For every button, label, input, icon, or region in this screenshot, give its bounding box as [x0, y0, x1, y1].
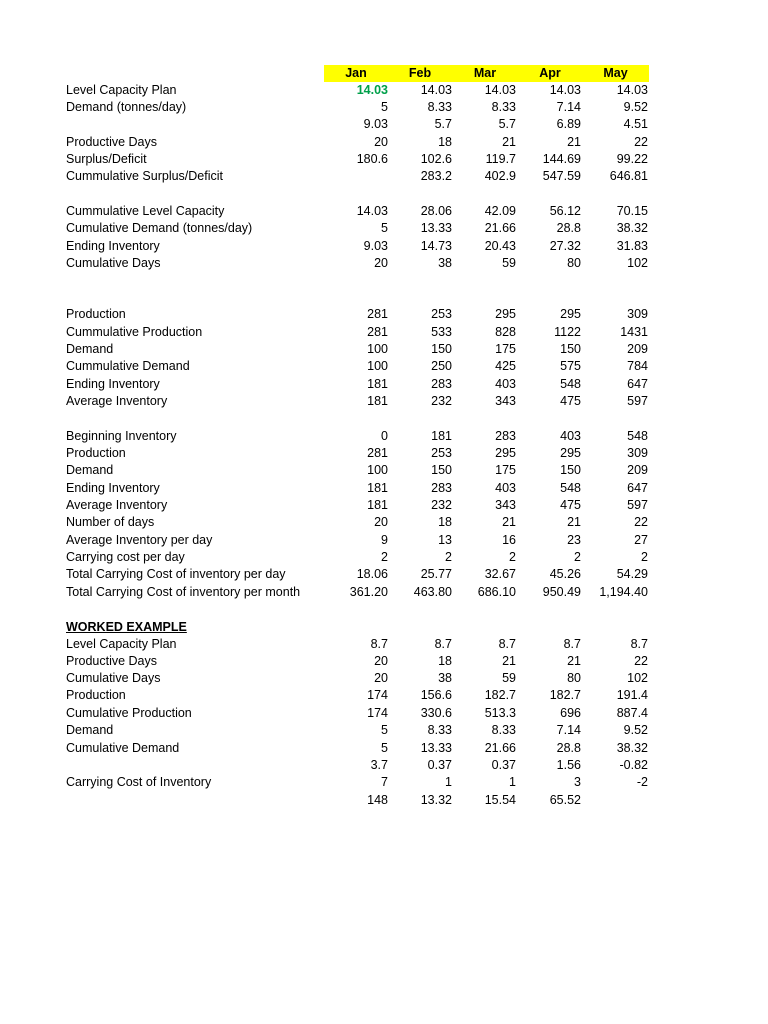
- cell[interactable]: 102: [627, 256, 648, 270]
- cell[interactable]: 175: [495, 463, 516, 477]
- cell[interactable]: 575: [560, 359, 581, 373]
- table-row: [0, 168, 768, 185]
- cell[interactable]: 13.33: [420, 221, 452, 235]
- table-row: [0, 82, 768, 99]
- cell[interactable]: 4.51: [623, 117, 648, 131]
- cell[interactable]: 425: [495, 359, 516, 373]
- cell[interactable]: 14.03: [420, 83, 452, 97]
- cell[interactable]: 309: [627, 446, 648, 460]
- table-row: [0, 116, 768, 133]
- row-label[interactable]: Beginning Inventory: [66, 429, 177, 443]
- cell[interactable]: 295: [495, 307, 516, 321]
- row-label[interactable]: Demand: [66, 463, 114, 477]
- cell[interactable]: 283.2: [420, 169, 452, 183]
- table-row: [0, 584, 768, 601]
- cell[interactable]: 28.06: [420, 204, 452, 218]
- cell[interactable]: 209: [627, 342, 648, 356]
- cell[interactable]: 513.3: [484, 706, 516, 720]
- cell[interactable]: 403: [560, 429, 581, 443]
- cell[interactable]: 191.4: [616, 688, 648, 702]
- cell[interactable]: 6.89: [556, 117, 581, 131]
- cell[interactable]: 21.66: [484, 221, 516, 235]
- cell[interactable]: 119.7: [485, 152, 516, 166]
- row-label[interactable]: Productive Days: [66, 654, 158, 668]
- cell[interactable]: 0: [381, 429, 388, 443]
- cell[interactable]: 548: [560, 377, 581, 391]
- cell[interactable]: 27: [634, 533, 648, 547]
- cell[interactable]: 32.67: [484, 567, 516, 581]
- cell[interactable]: 8.33: [427, 723, 452, 737]
- cell[interactable]: 232: [431, 394, 452, 408]
- row-label[interactable]: Demand: [66, 723, 114, 737]
- cell[interactable]: 8.7: [370, 637, 388, 651]
- table-row: [0, 566, 768, 583]
- cell[interactable]: 13.32: [420, 793, 452, 807]
- cell[interactable]: 14.03: [616, 83, 648, 97]
- cell[interactable]: 23: [567, 533, 581, 547]
- table-row: [0, 341, 768, 358]
- row-label[interactable]: Productive Days: [66, 135, 158, 149]
- table-row: [0, 636, 768, 653]
- month-header-mar[interactable]: Mar: [473, 66, 497, 80]
- cell[interactable]: 22: [634, 135, 648, 149]
- cell[interactable]: 784: [627, 359, 648, 373]
- month-header-may[interactable]: May: [603, 66, 628, 80]
- cell[interactable]: 646.81: [609, 169, 648, 183]
- cell[interactable]: 7.14: [556, 100, 581, 114]
- cell[interactable]: 533: [431, 325, 452, 339]
- row-label[interactable]: Level Capacity Plan: [66, 637, 177, 651]
- cell[interactable]: 283: [495, 429, 516, 443]
- row-label[interactable]: Cummulative Production: [66, 325, 203, 339]
- cell[interactable]: 547.59: [542, 169, 581, 183]
- cell[interactable]: 156.6: [420, 688, 452, 702]
- table-row: [0, 238, 768, 255]
- cell[interactable]: 330.6: [420, 706, 452, 720]
- cell[interactable]: 102.6: [420, 152, 452, 166]
- cell[interactable]: 174: [367, 706, 388, 720]
- table-row: [0, 653, 768, 670]
- row-label[interactable]: Cummulative Level Capacity: [66, 204, 225, 218]
- cell[interactable]: 9.03: [363, 117, 388, 131]
- cell[interactable]: 100: [367, 463, 388, 477]
- row-label[interactable]: Average Inventory: [66, 498, 168, 512]
- row-label[interactable]: Cummulative Demand: [66, 359, 190, 373]
- cell[interactable]: -0.82: [619, 758, 648, 772]
- cell[interactable]: 18: [438, 654, 452, 668]
- cell[interactable]: 3.7: [370, 758, 388, 772]
- cell[interactable]: 20: [374, 671, 388, 685]
- cell[interactable]: 3: [574, 775, 581, 789]
- cell[interactable]: 548: [627, 429, 648, 443]
- cell[interactable]: 20: [374, 256, 388, 270]
- cell[interactable]: 1,194.40: [599, 585, 648, 599]
- month-header-jan[interactable]: Jan: [345, 66, 367, 80]
- cell[interactable]: 209: [627, 463, 648, 477]
- cell[interactable]: 8.33: [491, 100, 516, 114]
- cell[interactable]: 343: [495, 394, 516, 408]
- cell[interactable]: 14.03: [484, 83, 516, 97]
- cell[interactable]: 150: [431, 463, 452, 477]
- cell[interactable]: 463.80: [413, 585, 452, 599]
- cell[interactable]: 250: [431, 359, 452, 373]
- cell[interactable]: 22: [634, 654, 648, 668]
- cell[interactable]: 21: [567, 515, 581, 529]
- cell[interactable]: 15.54: [484, 793, 516, 807]
- cell[interactable]: 361.20: [349, 585, 388, 599]
- cell[interactable]: 181: [367, 394, 388, 408]
- cell[interactable]: 99.22: [616, 152, 648, 166]
- cell[interactable]: 18: [438, 515, 452, 529]
- cell[interactable]: 1.56: [556, 758, 581, 772]
- cell[interactable]: 174: [367, 688, 388, 702]
- cell[interactable]: 18: [438, 135, 452, 149]
- cell[interactable]: 20: [374, 515, 388, 529]
- cell[interactable]: 0.37: [427, 758, 452, 772]
- cell[interactable]: 597: [627, 498, 648, 512]
- cell[interactable]: 59: [502, 256, 516, 270]
- row-label[interactable]: Production: [66, 446, 126, 460]
- cell[interactable]: 80: [567, 256, 581, 270]
- row-label[interactable]: Ending Inventory: [66, 481, 160, 495]
- cell[interactable]: 2: [381, 550, 388, 564]
- cell[interactable]: 20.43: [484, 239, 516, 253]
- cell[interactable]: 80: [567, 671, 581, 685]
- row-label[interactable]: Number of days: [66, 515, 155, 529]
- row-label[interactable]: Carrying cost per day: [66, 550, 185, 564]
- cell[interactable]: 647: [627, 377, 648, 391]
- cell[interactable]: 2: [641, 550, 648, 564]
- cell[interactable]: 403: [495, 481, 516, 495]
- cell[interactable]: 9.52: [623, 723, 648, 737]
- table-row: [0, 306, 768, 323]
- cell[interactable]: 5.7: [434, 117, 452, 131]
- month-header-apr[interactable]: Apr: [539, 66, 561, 80]
- table-row: [0, 358, 768, 375]
- cell[interactable]: 182.7: [484, 688, 516, 702]
- cell[interactable]: 5: [381, 741, 388, 755]
- table-row: [0, 549, 768, 566]
- row-label[interactable]: Level Capacity Plan: [66, 83, 177, 97]
- table-row: [0, 203, 768, 220]
- cell[interactable]: 38.32: [616, 221, 648, 235]
- row-label[interactable]: Cumulative Demand (tonnes/day): [66, 221, 253, 235]
- row-label[interactable]: Average Inventory per day: [66, 533, 213, 547]
- table-row: [0, 774, 768, 791]
- row-label[interactable]: Cummulative Surplus/Deficit: [66, 169, 223, 183]
- table-row: [0, 670, 768, 687]
- cell[interactable]: 253: [431, 446, 452, 460]
- cell[interactable]: 144.69: [542, 152, 581, 166]
- cell[interactable]: 548: [560, 481, 581, 495]
- cell[interactable]: 8.33: [427, 100, 452, 114]
- cell[interactable]: 281: [367, 307, 388, 321]
- row-label[interactable]: Total Carrying Cost of inventory per month: [66, 585, 301, 599]
- table-row: [0, 99, 768, 116]
- table-row: [0, 462, 768, 479]
- table-row: [0, 445, 768, 462]
- cell[interactable]: 1: [445, 775, 452, 789]
- cell[interactable]: 253: [431, 307, 452, 321]
- cell[interactable]: 22: [634, 515, 648, 529]
- cell[interactable]: 14.73: [420, 239, 452, 253]
- cell[interactable]: 1431: [620, 325, 648, 339]
- cell[interactable]: 950.49: [542, 585, 581, 599]
- cell[interactable]: 181: [431, 429, 452, 443]
- cell[interactable]: 14.03: [356, 204, 388, 218]
- row-label[interactable]: Ending Inventory: [66, 377, 160, 391]
- cell[interactable]: 21.66: [484, 741, 516, 755]
- table-row: [0, 428, 768, 445]
- cell[interactable]: 8.7: [498, 637, 516, 651]
- table-row: [0, 151, 768, 168]
- cell[interactable]: 828: [495, 325, 516, 339]
- cell[interactable]: 148: [367, 793, 388, 807]
- row-label[interactable]: Carrying Cost of Inventory: [66, 775, 212, 789]
- cell[interactable]: 8.33: [491, 723, 516, 737]
- cell[interactable]: 31.83: [616, 239, 648, 253]
- cell[interactable]: 281: [367, 446, 388, 460]
- cell[interactable]: 21: [567, 135, 581, 149]
- cell[interactable]: 175: [495, 342, 516, 356]
- cell[interactable]: 20: [374, 135, 388, 149]
- cell[interactable]: 100: [367, 342, 388, 356]
- cell[interactable]: 686.10: [477, 585, 516, 599]
- cell[interactable]: 180.6: [356, 152, 388, 166]
- cell[interactable]: 150: [560, 463, 581, 477]
- cell[interactable]: 5: [381, 723, 388, 737]
- cell[interactable]: 21: [502, 135, 516, 149]
- cell[interactable]: 5.7: [498, 117, 516, 131]
- cell[interactable]: 2: [574, 550, 581, 564]
- table-row: [0, 255, 768, 272]
- cell[interactable]: 21: [502, 654, 516, 668]
- cell[interactable]: 5: [381, 100, 388, 114]
- row-label[interactable]: Surplus/Deficit: [66, 152, 147, 166]
- row-label[interactable]: Cumulative Demand: [66, 741, 180, 755]
- table-row: [0, 792, 768, 809]
- cell[interactable]: 54.29: [616, 567, 648, 581]
- row-label[interactable]: Cumulative Production: [66, 706, 192, 720]
- cell[interactable]: 7.14: [556, 723, 581, 737]
- cell[interactable]: 475: [560, 498, 581, 512]
- cell[interactable]: 343: [495, 498, 516, 512]
- row-label[interactable]: Total Carrying Cost of inventory per day: [66, 567, 286, 581]
- cell[interactable]: 38: [438, 671, 452, 685]
- table-row: [0, 324, 768, 341]
- cell[interactable]: 2: [445, 550, 452, 564]
- table-row: [0, 480, 768, 497]
- cell[interactable]: 28.8: [556, 221, 581, 235]
- table-row: [0, 722, 768, 739]
- cell[interactable]: 8.7: [563, 637, 581, 651]
- cell[interactable]: 27.32: [549, 239, 581, 253]
- table-row: [0, 532, 768, 549]
- cell[interactable]: 65.52: [549, 793, 581, 807]
- cell[interactable]: 182.7: [549, 688, 581, 702]
- cell[interactable]: 181: [367, 377, 388, 391]
- table-row: [0, 514, 768, 531]
- cell[interactable]: 181: [367, 498, 388, 512]
- cell[interactable]: 597: [627, 394, 648, 408]
- cell[interactable]: 283: [431, 377, 452, 391]
- cell[interactable]: 14.03: [356, 83, 388, 97]
- cell[interactable]: 295: [495, 446, 516, 460]
- cell[interactable]: 21: [567, 654, 581, 668]
- cell[interactable]: 21: [502, 515, 516, 529]
- cell[interactable]: 150: [431, 342, 452, 356]
- cell[interactable]: 59: [502, 671, 516, 685]
- cell[interactable]: 696: [560, 706, 581, 720]
- cell[interactable]: 16: [502, 533, 516, 547]
- cell[interactable]: -2: [636, 775, 648, 789]
- month-header-feb[interactable]: Feb: [408, 66, 432, 80]
- table-row: [0, 705, 768, 722]
- cell[interactable]: 20: [374, 654, 388, 668]
- row-label[interactable]: Average Inventory: [66, 394, 168, 408]
- cell[interactable]: 647: [627, 481, 648, 495]
- cell[interactable]: 70.15: [616, 204, 648, 218]
- table-row: [0, 757, 768, 774]
- cell[interactable]: 295: [560, 307, 581, 321]
- row-label[interactable]: Demand (tonnes/day): [66, 100, 187, 114]
- cell[interactable]: 1122: [554, 325, 581, 339]
- cell[interactable]: 9.52: [623, 100, 648, 114]
- cell[interactable]: 475: [560, 394, 581, 408]
- cell[interactable]: 5: [381, 221, 388, 235]
- cell[interactable]: 887.4: [616, 706, 648, 720]
- cell[interactable]: 295: [560, 446, 581, 460]
- row-label[interactable]: Cumulative Days: [66, 671, 161, 685]
- cell[interactable]: 0.37: [491, 758, 516, 772]
- cell[interactable]: 8.7: [434, 637, 452, 651]
- cell[interactable]: 283: [431, 481, 452, 495]
- cell[interactable]: 25.77: [420, 567, 452, 581]
- cell[interactable]: 2: [509, 550, 516, 564]
- section-title[interactable]: WORKED EXAMPLE: [66, 620, 187, 634]
- cell[interactable]: 42.09: [484, 204, 516, 218]
- cell[interactable]: 1: [509, 775, 516, 789]
- cell[interactable]: 14.03: [549, 83, 581, 97]
- cell[interactable]: 38.32: [616, 741, 648, 755]
- cell[interactable]: 102: [627, 671, 648, 685]
- cell[interactable]: 38: [438, 256, 452, 270]
- table-row: [0, 687, 768, 704]
- cell[interactable]: 13: [438, 533, 452, 547]
- row-label[interactable]: Ending Inventory: [66, 239, 160, 253]
- row-label[interactable]: Cumulative Days: [66, 256, 161, 270]
- cell[interactable]: 9: [381, 533, 388, 547]
- cell[interactable]: 100: [367, 359, 388, 373]
- table-row: [0, 134, 768, 151]
- table-row: [0, 619, 768, 636]
- cell[interactable]: 8.7: [630, 637, 648, 651]
- row-label[interactable]: Demand: [66, 342, 114, 356]
- table-row: [0, 376, 768, 393]
- cell[interactable]: 309: [627, 307, 648, 321]
- cell[interactable]: 18.06: [356, 567, 388, 581]
- table-row: [0, 740, 768, 757]
- row-label[interactable]: Production: [66, 688, 126, 702]
- cell[interactable]: 9.03: [363, 239, 388, 253]
- row-label[interactable]: Production: [66, 307, 126, 321]
- cell[interactable]: 28.8: [556, 741, 581, 755]
- table-row: [0, 220, 768, 237]
- table-row: [0, 497, 768, 514]
- cell[interactable]: 56.12: [549, 204, 581, 218]
- cell[interactable]: 181: [367, 481, 388, 495]
- cell[interactable]: 45.26: [549, 567, 581, 581]
- cell[interactable]: 150: [560, 342, 581, 356]
- cell[interactable]: 7: [381, 775, 388, 789]
- cell[interactable]: 281: [367, 325, 388, 339]
- cell[interactable]: 403: [495, 377, 516, 391]
- table-row: [0, 393, 768, 410]
- cell[interactable]: 402.9: [484, 169, 516, 183]
- cell[interactable]: 13.33: [420, 741, 452, 755]
- cell[interactable]: 232: [431, 498, 452, 512]
